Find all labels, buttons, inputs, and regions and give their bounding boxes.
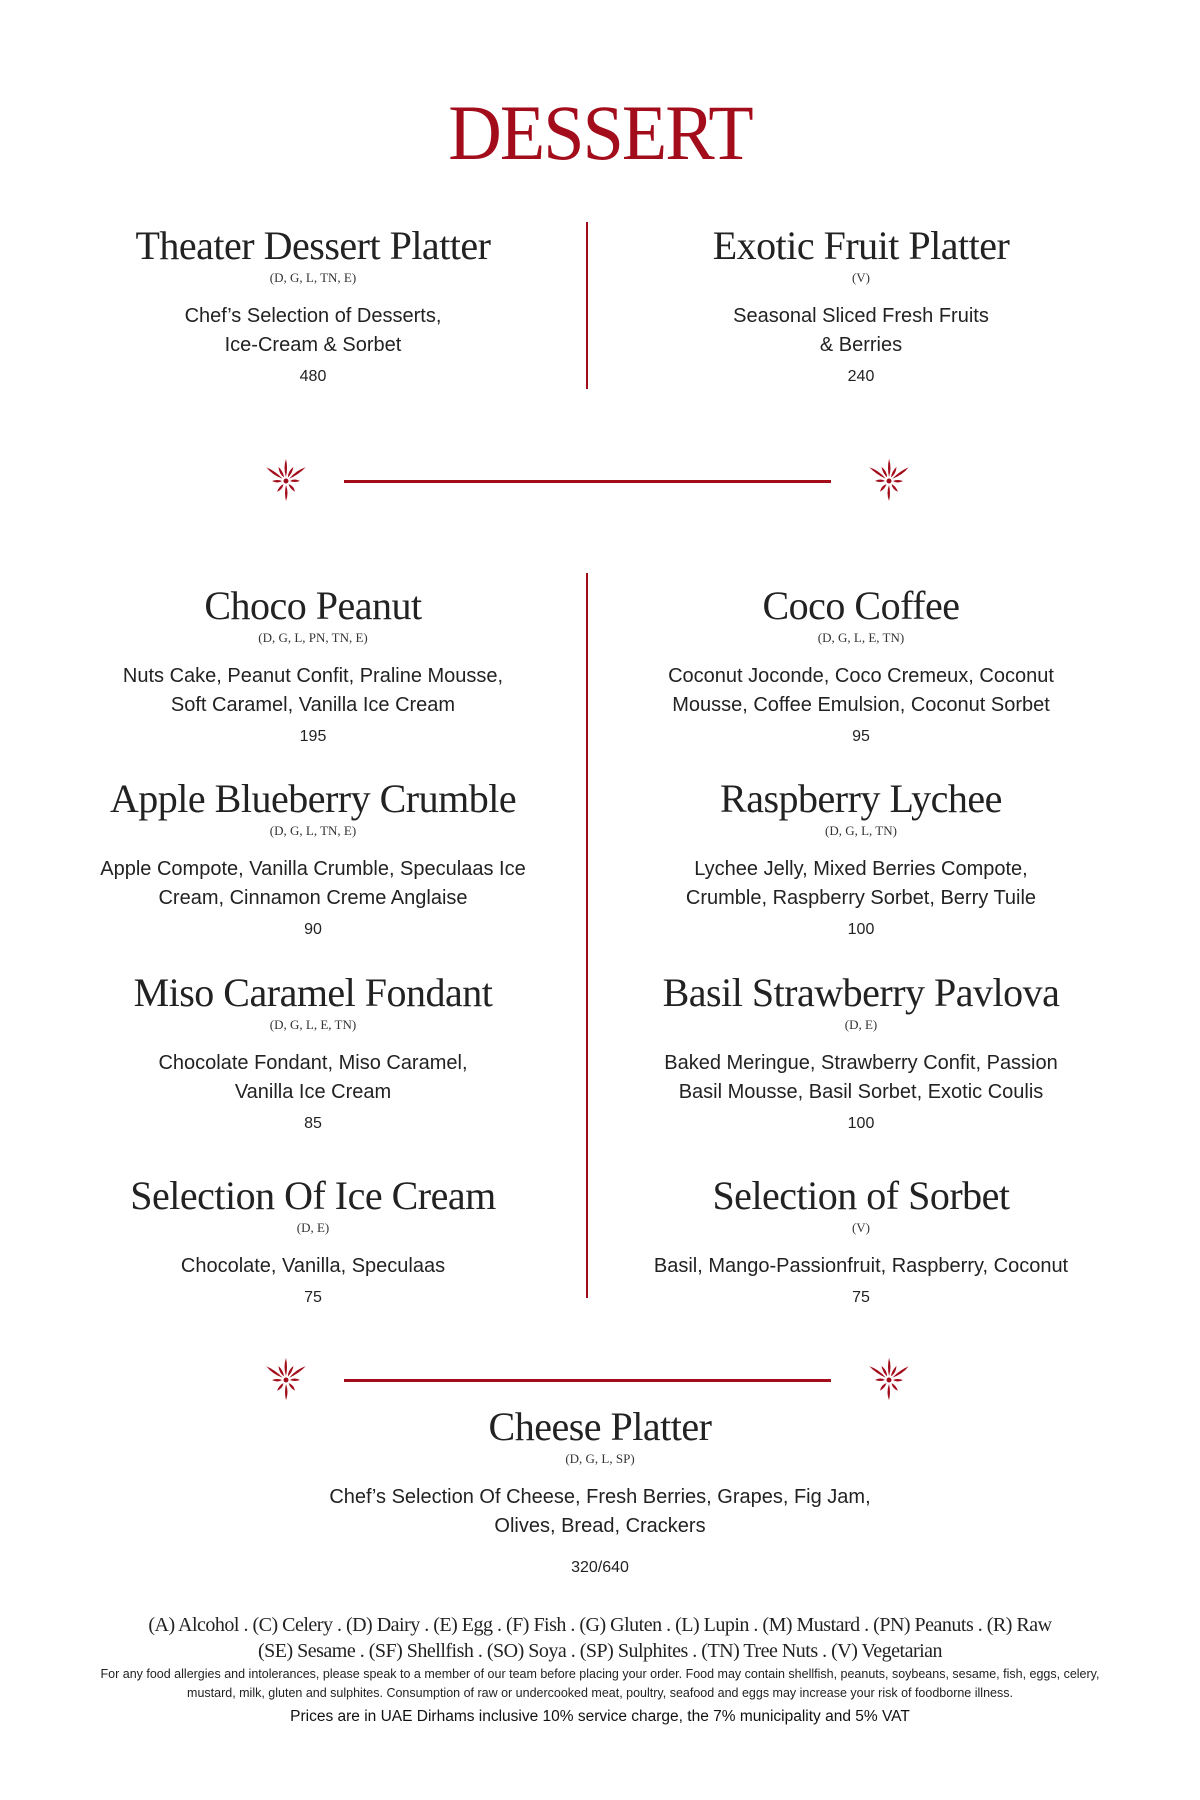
- item-allergens: (D, G, L, PN, TN, E): [258, 630, 368, 645]
- item-allergens: (D, E): [296, 1220, 330, 1235]
- item-price: 75: [852, 1289, 870, 1306]
- divider-line: [344, 1379, 831, 1382]
- divider-line: [344, 480, 831, 483]
- menu-item: [43, 584, 583, 746]
- ornament-divider: [0, 446, 1200, 516]
- item-description: Coconut Joconde, Coco Cremeux, Coconut Mousse, Coffee Emulsion, Coconut Sorbet: [668, 665, 1054, 716]
- item-price: 240: [847, 368, 875, 385]
- item-allergens: (D, E): [844, 1017, 878, 1032]
- item-price: 195: [299, 728, 327, 745]
- menu-item-cheese-platter: [278, 1405, 922, 1577]
- menu-item: [591, 777, 1131, 939]
- menu-item: [43, 224, 583, 386]
- item-allergens: (D, G, L, E, TN): [817, 630, 905, 645]
- menu-item: [591, 584, 1131, 746]
- item-price: 95: [852, 728, 870, 745]
- item-name: Raspberry Lychee: [720, 776, 1002, 821]
- item-description: Chef’s Selection Of Cheese, Fresh Berries, Grapes, Fig Jam, Olives, Bread, Crackers: [329, 1486, 871, 1537]
- item-description: Baked Meringue, Strawberry Confit, Passion Basil Mousse, Basil Sorbet, Exotic Coulis: [664, 1052, 1058, 1103]
- item-name: Exotic Fruit Platter: [712, 223, 1010, 268]
- item-allergens: (V): [851, 270, 871, 285]
- item-price: 480: [299, 368, 327, 385]
- item-allergens: (V): [851, 1220, 871, 1235]
- flourish-right-icon: [854, 446, 924, 516]
- item-description: Lychee Jelly, Mixed Berries Compote, Crumble, Raspberry Sorbet, Berry Tuile: [685, 858, 1037, 909]
- menu-item: [43, 777, 583, 939]
- flourish-left-icon: [251, 446, 321, 516]
- page-title: DESSERT: [448, 89, 752, 176]
- item-name: Apple Blueberry Crumble: [109, 776, 517, 821]
- item-allergens: (D, G, L, TN): [825, 823, 897, 838]
- menu-item: [43, 1174, 583, 1307]
- item-description: Chef’s Selection of Desserts, Ice-Cream & Sorbet: [184, 305, 442, 356]
- item-allergens: (D, G, L, TN, E): [269, 270, 357, 285]
- item-description: Nuts Cake, Peanut Confit, Praline Mousse, Soft Caramel, Vanilla Ice Cream: [122, 665, 504, 716]
- item-name: Choco Peanut: [204, 583, 422, 628]
- column-divider-main: [586, 573, 588, 1298]
- item-price: 90: [304, 921, 322, 938]
- menu-item: [591, 1174, 1131, 1307]
- item-allergens: (D, G, L, SP): [565, 1451, 635, 1466]
- menu-item: [43, 971, 583, 1133]
- item-price: 320/640: [571, 1559, 629, 1576]
- allergy-disclaimer: For any food allergies and intolerances, please speak to a member of our team before placing your order. Food may contain shellfish, peanuts, soybeans, sesame, fish, eggs, celery, mustard, milk, gluten and sulphites. Consumption of raw or undercooked meat, poultry, seafood and eggs may increase your risk of foodborne illness.: [100, 1667, 1100, 1700]
- item-name: Cheese Platter: [488, 1404, 712, 1449]
- item-name: Selection Of Ice Cream: [130, 1173, 496, 1218]
- item-description: Chocolate Fondant, Miso Caramel, Vanilla Ice Cream: [158, 1052, 468, 1103]
- item-description: Seasonal Sliced Fresh Fruits & Berries: [733, 305, 989, 356]
- menu-item: [591, 971, 1131, 1133]
- item-price: 100: [847, 921, 875, 938]
- item-allergens: (D, G, L, TN, E): [269, 823, 357, 838]
- item-price: 85: [304, 1115, 322, 1132]
- item-allergens: (D, G, L, E, TN): [269, 1017, 357, 1032]
- item-price: 100: [847, 1115, 875, 1132]
- item-name: Theater Dessert Platter: [135, 223, 491, 268]
- item-name: Miso Caramel Fondant: [133, 970, 493, 1015]
- item-price: 75: [304, 1289, 322, 1306]
- column-divider-top: [586, 222, 588, 389]
- item-name: Selection of Sorbet: [712, 1173, 1010, 1218]
- allergen-legend: (A) Alcohol . (C) Celery . (D) Dairy . (E) Egg . (F) Fish . (G) Gluten . (L) Lupin . (M) Mustard . (PN) Peanuts . (R) Raw (SE) Sesame . (SF) Shellfish . (SO) Soya . (SP) Sulphites . (TN) Tree Nuts . (V) Vegetarian: [148, 1614, 1052, 1662]
- item-description: Basil, Mango-Passionfruit, Raspberry, Coconut: [653, 1255, 1069, 1277]
- item-description: Chocolate, Vanilla, Speculaas: [180, 1255, 446, 1277]
- prices-note: Prices are in UAE Dirhams inclusive 10% service charge, the 7% municipality and 5% VAT: [290, 1708, 910, 1725]
- menu-item: [591, 224, 1131, 386]
- item-description: Apple Compote, Vanilla Crumble, Speculaas Ice Cream, Cinnamon Creme Anglaise: [100, 858, 526, 909]
- item-name: Basil Strawberry Pavlova: [662, 970, 1060, 1015]
- item-name: Coco Coffee: [762, 583, 960, 628]
